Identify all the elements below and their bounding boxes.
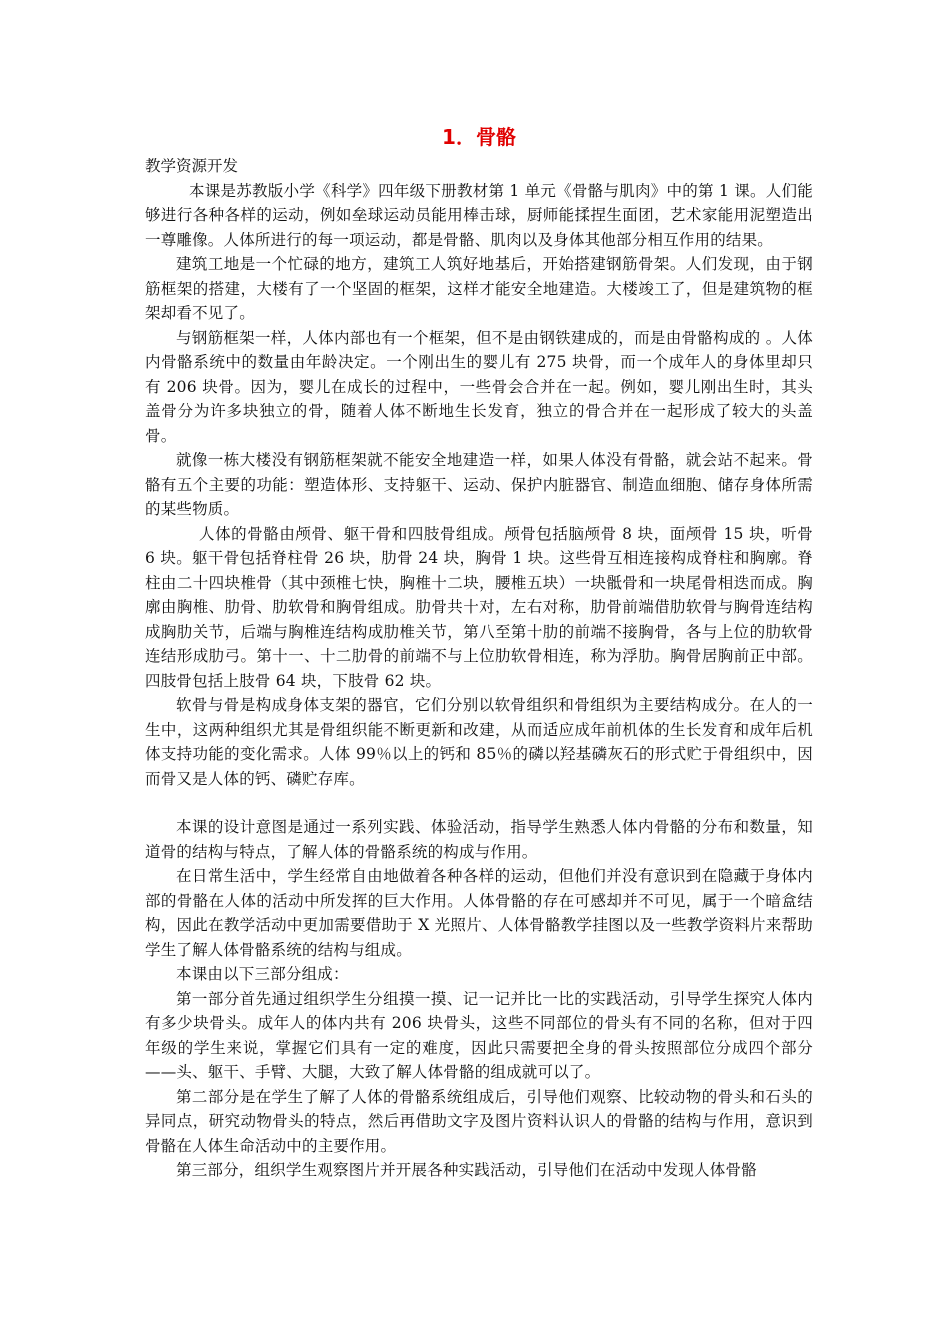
paragraph: 与钢筋框架一样，人体内部也有一个框架，但不是由钢铁建成的，而是由骨骼构成的 。人体内骨骼系统中的数量由年龄决定。一个刚出生的婴儿有 275 块骨，而一个成年人的身体里却只有 206 块骨。因为，婴儿在成长的过程中，一些骨会合并在一起。例如，婴儿刚出生时，其头盖骨分为许多块独立的骨，随着人体不断地生长发育，独立的骨合并在一起形成了较大的头盖骨。 <box>145 328 813 445</box>
paragraph: 第一部分首先通过组织学生分组摸一摸、记一记并比一比的实践活动，引导学生探究人体内有多少块骨头。成年人的体内共有 206 块骨头，这些不同部位的骨头有不同的名称，但对于四年级的学生来说，掌握它们具有一定的难度，因此只需要把全身的骨头按照部位分成四个部分——头、躯干、手臂、大腿，大致了解人体骨骼的组成就可以了。 <box>145 989 813 1081</box>
paragraph: 人体的骨骼由颅骨、躯干骨和四肢骨组成。颅骨包括脑颅骨 8 块，面颅骨 15 块，听骨 6 块。躯干骨包括脊柱骨 26 块，肋骨 24 块，胸骨 1 块。这些骨互相连接构成脊柱和胸廓。脊柱由二十四块椎骨（其中颈椎七快，胸椎十二块，腰椎五块）一块骶骨和一块尾骨相迭而成。胸廓由胸椎、肋骨、肋软骨和胸骨组成。肋骨共十对，左右对称，肋骨前端借肋软骨与胸骨连结构成胸肋关节，后端与胸椎连结构成肋椎关节，第八至第十肋的前端不接胸骨，各与上位的肋软骨连结形成肋弓。第十一、十二肋骨的前端不与上位肋软骨相连，称为浮肋。胸骨居胸前正中部。四肢骨包括上肢骨 64 块，下肢骨 62 块。 <box>145 524 813 690</box>
paragraph: 软骨与骨是构成身体支架的器官，它们分别以软骨组织和骨组织为主要结构成分。在人的一生中，这两种组织尤其是骨组织能不断更新和改建，从而适应成年前机体的生长发育和成年后机体支持功能的变化需求。人体 99％以上的钙和 85％的磷以羟基磷灰石的形式贮于骨组织中，因而骨又是人体的钙、磷贮存库。 <box>145 696 813 788</box>
paragraph: 就像一栋大楼没有钢筋框架就不能安全地建造一样，如果人体没有骨骼，就会站不起来。骨骼有五个主要的功能：塑造体形、支持躯干、运动、保护内脏器官、制造血细胞、储存身体所需的某些物质。 <box>145 451 813 518</box>
document-title: 1．骨骼 <box>442 125 516 149</box>
paragraph: 本课是苏教版小学《科学》四年级下册教材第 1 单元《骨骼与肌肉》中的第 1 课。人们能够进行各种各样的运动，例如垒球运动员能用棒击球，厨师能揉捏生面团，艺术家能用泥塑造出一尊雕像。人体所进行的每一项运动，都是骨骼、肌肉以及身体其他部分相互作用的结果。 <box>145 181 813 249</box>
document-page <box>145 120 813 1183</box>
paragraph: 在日常生活中，学生经常自由地做着各种各样的运动，但他们并没有意识到在隐藏于身体内部的骨骼在人体的活动中所发挥的巨大作用。人体骨骼的存在可感却并不可见，属于一个暗盒结构，因此在教学活动中更加需要借助于 X 光照片、人体骨骼教学挂图以及一些教学资料片来帮助学生了解人体骨骼系统的结构与组成。 <box>145 867 813 959</box>
section-heading: 教学资源开发 <box>145 157 239 175</box>
paragraph: 建筑工地是一个忙碌的地方，建筑工人筑好地基后，开始搭建钢筋骨架。人们发现，由于钢筋框架的搭建，大楼有了一个坚固的框架，这样才能安全地建造。大楼竣工了，但是建筑物的框架却看不见了。 <box>145 255 813 322</box>
paragraph-gap <box>145 791 813 815</box>
paragraph: 本课的设计意图是通过一系列实践、体验活动，指导学生熟悉人体内骨骼的分布和数量，知道骨的结构与特点，了解人体的骨骼系统的构成与作用。 <box>145 818 813 861</box>
paragraph: 本课由以下三部分组成： <box>176 965 349 983</box>
paragraph: 第二部分是在学生了解了人体的骨骼系统组成后，引导他们观察、比较动物的骨头和石头的异同点，研究动物骨头的特点，然后再借助文字及图片资料认识人的骨骼的结构与作用，意识到骨骼在人体生命活动中的主要作用。 <box>145 1087 813 1155</box>
paragraph: 第三部分，组织学生观察图片并开展各种实践活动，引导他们在活动中发现人体骨骼 <box>176 1161 757 1179</box>
